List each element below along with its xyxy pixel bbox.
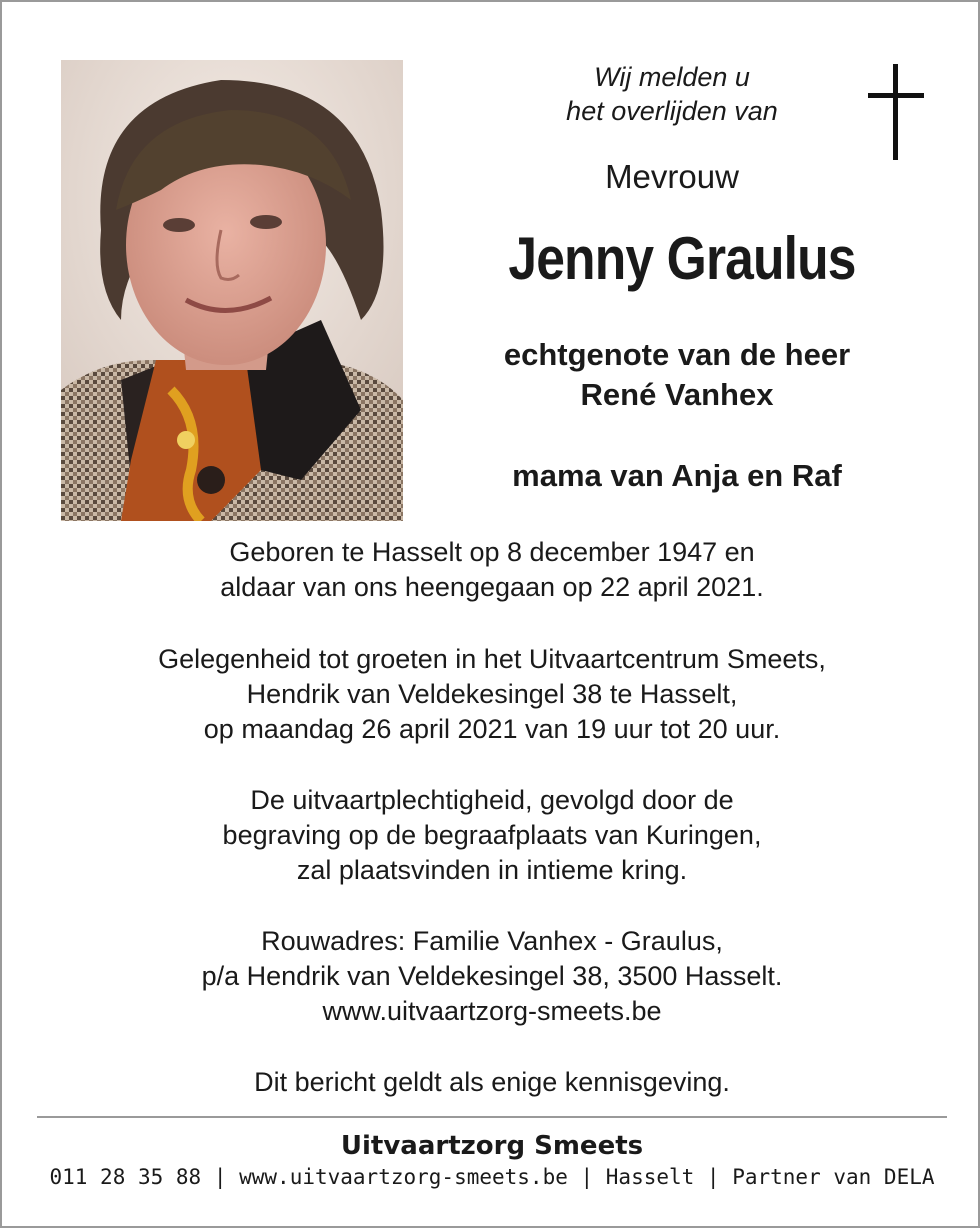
funeral-paragraph bbox=[42, 783, 942, 888]
salutation: Mevrouw bbox=[605, 158, 739, 195]
visit-line-3: op maandag 26 april 2021 van 19 uur tot 20 uur. bbox=[203, 714, 781, 744]
visit-line-2: Hendrik van Veldekesingel 38 te Hasselt, bbox=[246, 679, 738, 709]
visit-line-1: Gelegenheid tot groeten in het Uitvaartcentrum Smeets, bbox=[158, 644, 826, 674]
funeral-line-3: zal plaatsvinden in intieme kring. bbox=[296, 855, 688, 885]
birth-line-2: aldaar van ons heengegaan op 22 april 2021. bbox=[220, 572, 764, 602]
deceased-name: Jenny Graulus bbox=[508, 225, 856, 292]
address-website-link[interactable]: www.uitvaartzorg-smeets.be bbox=[322, 996, 662, 1026]
notice-text: Dit bericht geldt als enige kennisgeving. bbox=[254, 1067, 730, 1097]
funeral-line-2: begraving op de begraafplaats van Kuringen, bbox=[222, 820, 762, 850]
funeral-line-1: De uitvaartplechtigheid, gevolgd door de bbox=[250, 785, 734, 815]
visitation-paragraph bbox=[42, 642, 942, 747]
children-text: mama van Anja en Raf bbox=[512, 458, 842, 493]
address-line-2: p/a Hendrik van Veldekesingel 38, 3500 Hasselt. bbox=[201, 961, 783, 991]
address-line-1: Rouwadres: Familie Vanhex - Graulus, bbox=[261, 926, 723, 956]
intro-line-2: het overlijden van bbox=[566, 96, 778, 126]
address-paragraph bbox=[42, 924, 942, 1029]
spouse-text bbox=[422, 335, 932, 415]
intro-text bbox=[422, 60, 922, 128]
birth-paragraph bbox=[42, 535, 942, 605]
spouse-line-2: René Vanhex bbox=[580, 377, 774, 412]
birth-line-1: Geboren te Hasselt op 8 december 1947 en bbox=[229, 537, 755, 567]
company-name: Uitvaartzorg Smeets bbox=[340, 1131, 644, 1161]
intro-line-1: Wij melden u bbox=[594, 62, 750, 92]
footer-divider bbox=[37, 1116, 947, 1118]
footer-contact: 011 28 35 88 | www.uitvaartzorg-smeets.be | Hasselt | Partner van DELA bbox=[49, 1165, 935, 1189]
portrait-photo bbox=[61, 60, 403, 521]
spouse-line-1: echtgenote van de heer bbox=[503, 337, 851, 372]
